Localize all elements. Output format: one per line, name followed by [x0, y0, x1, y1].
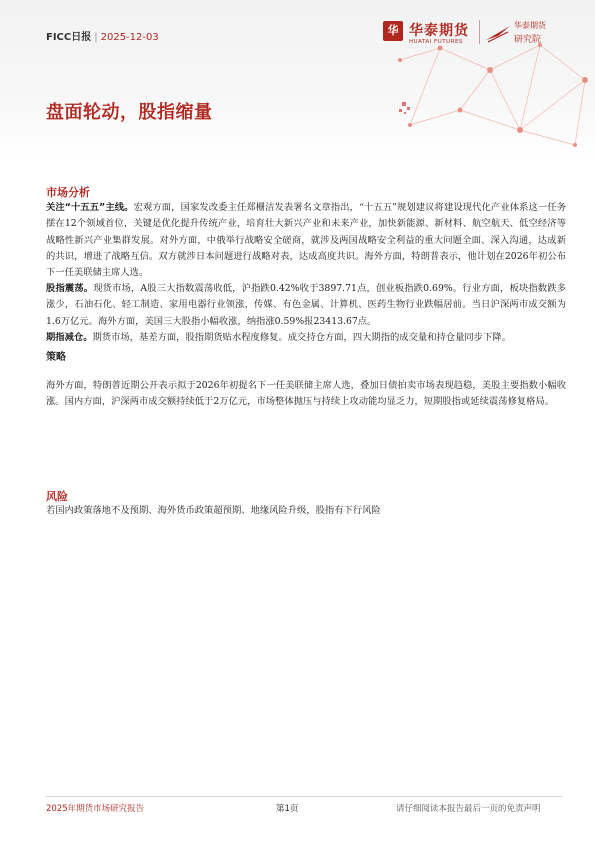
research-line1: 华泰期货 — [514, 21, 546, 30]
paragraph-lead: 股指震荡。 — [46, 283, 94, 294]
report-date: 2025-12-03 — [100, 32, 159, 43]
network-decoration-icon — [380, 40, 595, 150]
logo-mark-icon: 华 — [383, 21, 403, 41]
research-line2: 研究院 — [514, 35, 542, 45]
research-institute-logo — [484, 20, 554, 48]
market-analysis-paragraph-2 — [46, 281, 566, 330]
page-title: 盘面轮动，股指缩量 — [46, 102, 213, 123]
logo-english: HUATAI FUTURES — [409, 39, 463, 45]
paragraph-text: 现货市场，A股三大指数震荡收低，沪指跌0.42%收于3897.71点，创业板指跌0.69%。行业方面，板块指数跌多涨少，石油石化、轻工制造、家用电器行业领涨，传媒、有色金属、计算机、医药生物行业跌幅居前。当日沪深两市成交额为1.6万亿元。海外方面，美国三大股指小幅收涨，纳指涨0.59%报23413.67点。 — [46, 283, 566, 327]
market-analysis-paragraph-1 — [46, 200, 566, 281]
paragraph-lead: 关注“十五五”主线。 — [46, 202, 134, 213]
report-header — [46, 28, 159, 43]
paragraph-text: 宏观方面，国家发改委主任郑栅洁发表署名文章指出，“十五五”规划建议将建设现代化产业体系这一任务摆在12个领域首位，关键是优化提升传统产业，培育壮大新兴产业和未来产业，加快新能源、新材料、航空航天、低空经济等战略性新兴产业集群发展。对外方面，中俄举行战略安全磋商，就涉及两国战略安全利益的重大问题全面、深入沟通，达成新的共识，增进了战略互信。双方就涉日本问题进行战略对表，达成高度共识。海外方面，特朗普表示，他计划在2026年初公布下一任美联储主席人选。 — [46, 202, 566, 279]
company-logo — [383, 18, 475, 48]
logo-name: 华泰期货 — [409, 23, 469, 39]
footer-page-number: 第1页 — [276, 804, 299, 814]
risk-heading: 风险 — [46, 490, 68, 503]
market-analysis-heading: 市场分析 — [46, 186, 90, 199]
logo-divider — [479, 20, 480, 44]
risk-paragraph: 若国内政策落地不及预期、海外货币政策超预期、地缘风险升级，股指有下行风险 — [46, 505, 381, 516]
paragraph-lead: 期指减仓。 — [46, 332, 93, 343]
market-analysis-paragraph-3 — [46, 330, 566, 346]
header-separator: | — [94, 32, 98, 43]
footer-report-name: 2025年期货市场研究报告 — [46, 804, 145, 814]
footer-divider — [46, 796, 562, 797]
strategy-heading: 策略 — [46, 352, 66, 363]
strategy-paragraph: 海外方面，特朗普近期公开表示拟于2026年初提名下一任美联储主席人选，叠加日债拍卖市场表现趋稳，美股主要指数小幅收涨。国内方面，沪深两市成交额持续低于2万亿元，市场整体抛压与持续上攻动能均显乏力，短期股指或延续震荡修复格局。 — [46, 380, 566, 408]
paragraph-text: 期货市场，基差方面，股指期货贴水程度修复。成交持仓方面，四大期指的成交量和持仓量同步下降。 — [92, 332, 511, 343]
research-swoosh-icon — [484, 22, 512, 44]
footer-disclaimer: 请仔细阅读本报告最后一页的免责声明 — [396, 804, 541, 814]
report-brand: FICC日报 — [46, 32, 92, 43]
